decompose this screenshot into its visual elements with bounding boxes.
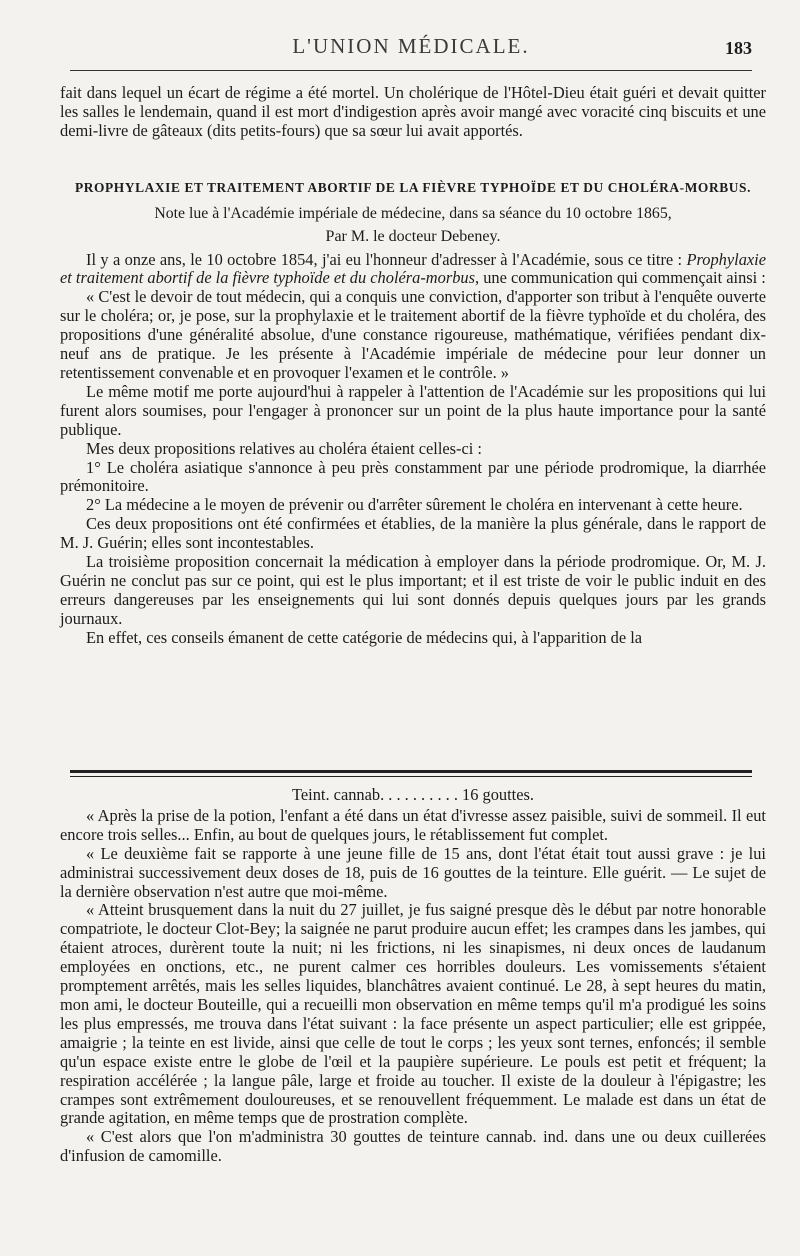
paragraph: Mes deux propositions relatives au choléra étaient celles-ci : [86, 438, 482, 458]
page-header [70, 30, 752, 66]
paragraph: 1° Le choléra asiatique s'annonce à peu près constamment par une période prodromique, la diarrhée prémonitoire. [60, 457, 766, 496]
paragraph: Le même motif me porte aujourd'hui à rappeler à l'attention de l'Académie sur les propositions qui lui furent alors soumises, pour l'engager à prononcer sur un point de la plus haute importance pour la santé publique. [60, 381, 766, 439]
paragraph: « Le deuxième fait se rapporte à une jeune fille de 15 ans, dont l'état était tout aussi grave : je lui administrai successivement deux doses de 18, puis de 16 gouttes de la teinture. Elle guérit. — Le sujet de la dernière observation n'est autre que moi-même. [60, 843, 766, 901]
section-divider-thin [70, 776, 752, 777]
text-span: Il y a onze ans, le 10 octobre 1854, j'ai eu l'honneur d'adresser à l'Académie, sous ce titre : [86, 249, 687, 269]
text-span: , une communication qui commençait ainsi : [475, 268, 766, 288]
section-title: PROPHYLAXIE ET TRAITEMENT ABORTIF DE LA FIÈVRE TYPHOÏDE ET DU CHOLÉRA-MORBUS. [74, 179, 752, 195]
running-title: L'UNION MÉDICALE. [292, 34, 530, 58]
paragraph: fait dans lequel un écart de régime a été mortel. Un cholérique de l'Hôtel-Dieu était guéri et devait quitter les salles le lendemain, quand il est mort d'indigestion après avoir mangé avec voracité cinq biscuits et une demi-livre de gâteaux (dits petits-fours) que sa sœur lui avait apportés. [60, 83, 766, 140]
header-rule [70, 70, 752, 71]
formula-line: Teint. cannab. . . . . . . . . . 16 gouttes. [292, 785, 534, 804]
section-divider [70, 770, 752, 773]
paragraph: « Après la prise de la potion, l'enfant a été dans un état d'ivresse assez paisible, suivi de sommeil. Il eut encore trois selles... Enfin, au bout de quelques jours, le rétablissement fut complet. [60, 805, 766, 844]
work-title: Prophylaxie et traitement abortif de la fièvre typhoïde et du choléra-morbus [60, 249, 766, 288]
paragraph: 2° La médecine a le moyen de prévenir ou d'arrêter sûrement le choléra en intervenant à cette heure. [86, 495, 743, 515]
lower-text [60, 786, 766, 1166]
upper-text [60, 84, 766, 648]
author-line: Par M. le docteur Debeney. [325, 227, 501, 245]
paragraph: Ces deux propositions ont été confirmées et établies, de la manière la plus générale, dans le rapport de M. J. Guérin; elles sont incontestables. [60, 514, 766, 553]
paragraph: « C'est le devoir de tout médecin, qui a conquis une conviction, d'apporter son tribut à l'enquête ouverte sur le choléra; or, je pose, sur la prophylaxie et le traitement abortif de la fièvre typhoïde et du choléra, des propositions d'une généralité absolue, d'une constance rigoureuse, mathématique, vérifiées pendant dix-neuf ans de pratique. Je les présente à l'Académie impériale de médecine pour leur donner un retentissement convenable et en provoquer l'examen et le contrôle. » [60, 287, 766, 382]
paragraph: « Atteint brusquement dans la nuit du 27 juillet, je fus saigné presque dès le début par notre honorable compatriote, le docteur Clot-Bey; la saignée ne parut produire aucun effet; les crampes dans les jambes, qui étaient atroces, durèrent toute la nuit; ni les frictions, ni les sinapismes, ni deux onces de laudanum employées en onctions, etc., ne purent calmer ces horribles douleurs. Les vomissements s'étaient promptement arrêtés, mais les selles liquides, blanchâtres avaient continué. Le 28, à sept heures du matin, mon ami, le docteur Bouteille, qui a recueilli mon observation en même temps qu'il m'a prodigué les soins les plus empressés, me trouva dans l'état suivant : la face présente un aspect particulier; elle est grippée, amaigrie ; la teinte en est livide, ainsi que celle de tout le corps ; les yeux sont ternes, enfoncés; il semble qu'un espace existe entre le globe de l'œil et la paupière supérieure. Le pouls est petit et fréquent; la respiration accélérée ; la langue pâle, large et froide au toucher. Il existe de la douleur à l'épigastre; les crampes sont extrêmement douloureuses, et se renouvellent fréquemment. Le malade est dans un état de grande agitation, en même temps que de prostration complète. [60, 900, 766, 1128]
note-line: Note lue à l'Académie impériale de médecine, dans sa séance du 10 octobre 1865, [154, 204, 672, 222]
paragraph: « C'est alors que l'on m'administra 30 gouttes de teinture cannab. ind. dans une ou deux cuillerées d'infusion de camomille. [60, 1127, 766, 1166]
paragraph: En effet, ces conseils émanent de cette catégorie de médecins qui, à l'apparition de la [86, 627, 643, 647]
page-number: 183 [725, 38, 752, 58]
paragraph [60, 251, 766, 289]
paragraph: La troisième proposition concernait la médication à employer dans la période prodromique. Or, M. J. Guérin ne conclut pas sur ce point, qui est le plus important; et il est triste de voir le public induit en des erreurs dangereuses par les enseignements qui lui sont donnés depuis quelques jours par les grands journaux. [60, 552, 766, 628]
